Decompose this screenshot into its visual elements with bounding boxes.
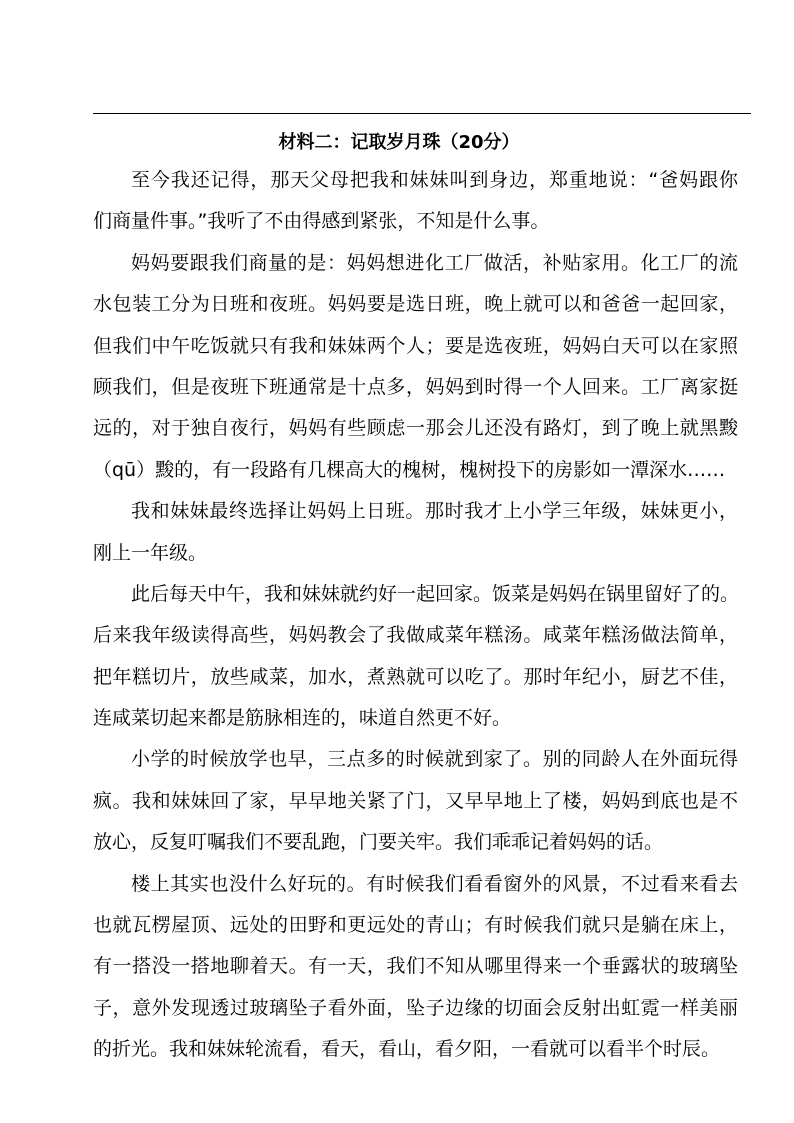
text-line: 也就瓦楞屋顶、远处的田野和更远处的青山；有时候我们就只是躺在床上， [93,914,738,937]
text-line: 楼上其实也没什么好玩的。有时候我们看看窗外的风景，不过看来看去 [131,872,738,895]
text-line: 放心，反复叮嘱我们不要乱跑，门要关牢。我们乖乖记着妈妈的话。 [93,831,664,854]
section-title: 材料二：记取岁月珠（20分） [278,132,520,153]
text-line: 们商量件事。”我听了不由得感到紧张，不知是什么事。 [93,210,550,233]
text-line: 刚上一年级。 [93,541,208,564]
text-line: 远的，对于独自夜行，妈妈有些顾虑一那会儿还没有路灯，到了晚上就黑黢 [93,417,738,440]
text-line: 此后每天中午，我和妹妹就约好一起回家。饭菜是妈妈在锅里留好了的。 [131,582,740,605]
paragraph [93,574,738,740]
text-line: 我和妹妹最终选择让妈妈上日班。那时我才上小学三年级，妹妹更小， [131,500,738,523]
paragraph [93,864,738,1071]
text-line: 顾我们，但是夜班下班通常是十点多，妈妈到时得一个人回来。工厂离家挺 [93,375,738,398]
text-line: 疯。我和妹妹回了家，早早地关紧了门，又早早地上了楼，妈妈到底也是不 [93,789,738,812]
text-line: 子，意外发现透过玻璃坠子看外面，坠子边缘的切面会反射出虹霓一样美丽 [93,996,738,1019]
paragraph [93,243,738,491]
text-line: 小学的时候放学也早，三点多的时候就到家了。别的同龄人在外面玩得 [131,748,738,771]
text-line: 有一搭没一搭地聊着天。有一天，我们不知从哪里得来一个垂露状的玻璃坠 [93,955,738,978]
paragraph [93,491,738,574]
header-rule [93,113,751,114]
text-line: 水包装工分为日班和夜班。妈妈要是选日班，晚上就可以和爸爸一起回家， [93,293,738,316]
text-line: 的折光。我和妹妹轮流看，看天，看山，看夕阳，一看就可以看半个时辰。 [93,1038,721,1061]
text-line: 把年糕切片，放些咸菜，加水，煮熟就可以吃了。那时年纪小，厨艺不佳， [93,665,738,688]
text-line: 连咸菜切起来都是筋脉相连的，味道自然更不好。 [93,707,512,730]
text-line: 后来我年级读得高些，妈妈教会了我做咸菜年糕汤。咸菜年糕汤做法简单， [93,624,738,647]
text-line: 但我们中午吃饭就只有我和妹妹两个人；要是选夜班，妈妈白天可以在家照 [93,334,738,357]
text-line: 妈妈要跟我们商量的是：妈妈想进化工厂做活，补贴家用。化工厂的流 [131,251,738,274]
text-line: （qū）黢的，有一段路有几棵高大的槐树，槐树投下的房影如一潭深水…… [93,458,726,481]
paragraph [93,739,738,863]
text-line: 至今我还记得，那天父母把我和妹妹叫到身边，郑重地说：“爸妈跟你 [131,169,738,191]
paragraph [93,160,738,243]
article-body [93,160,738,1071]
